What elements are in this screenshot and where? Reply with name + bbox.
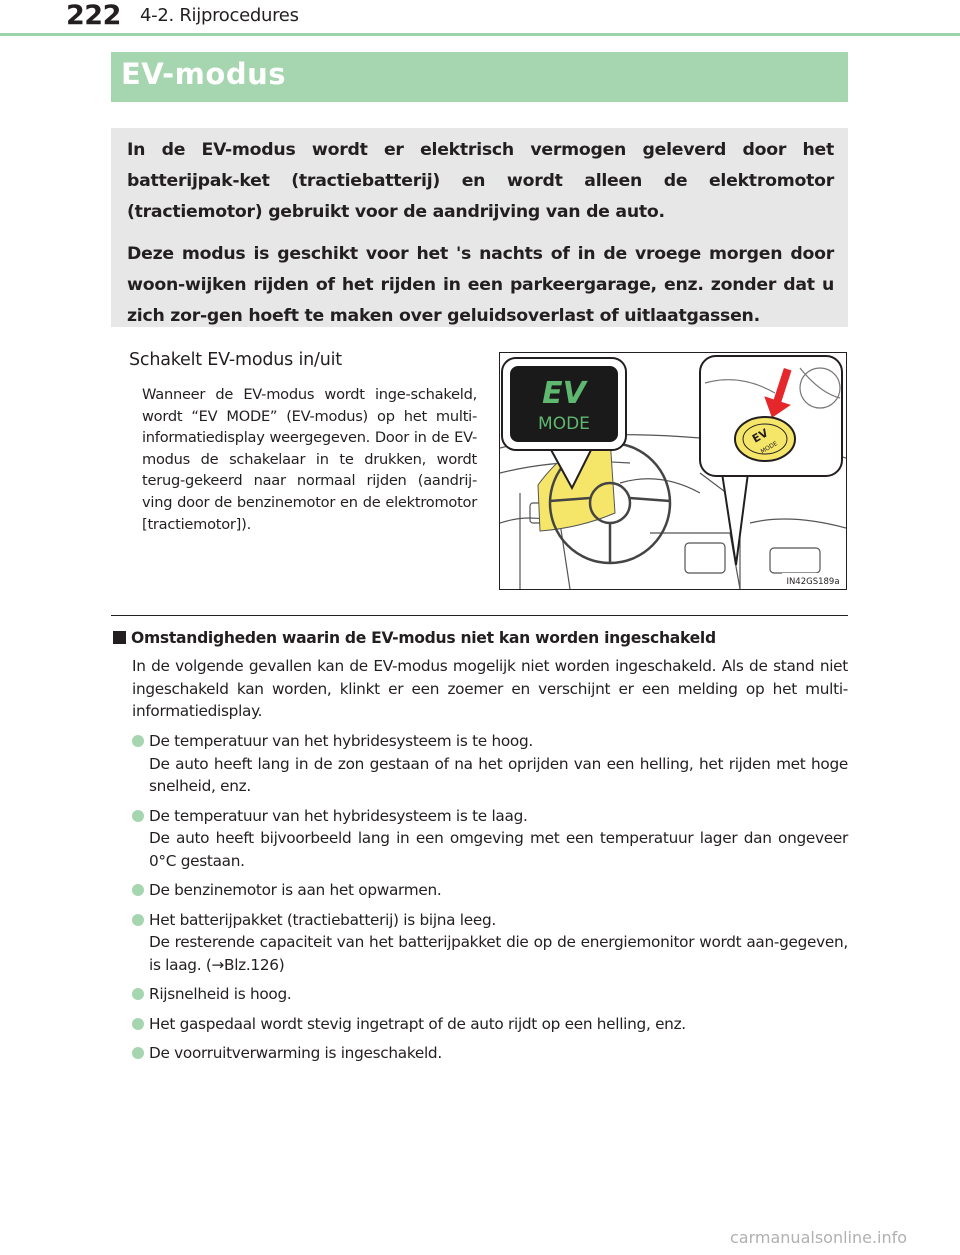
bullet-main: Rijsnelheid is hoog. xyxy=(149,985,292,1003)
conditions-title-text: Omstandigheden waarin de EV-modus niet kan worden ingeschakeld xyxy=(131,629,716,647)
square-bullet-icon xyxy=(113,631,126,644)
bullet-main: De benzinemotor is aan het opwarmen. xyxy=(149,881,442,899)
conditions-title xyxy=(113,629,716,647)
circle-bullet-icon xyxy=(132,810,144,822)
switch-heading: Schakelt EV-modus in/uit xyxy=(129,350,342,370)
list-item xyxy=(132,805,848,873)
circle-bullet-icon xyxy=(132,735,144,747)
list-item xyxy=(132,879,848,902)
circle-bullet-icon xyxy=(132,1047,144,1059)
bullet-detail: De auto heeft lang in de zon gestaan of na het oprijden van een helling, het rijden met hoge snelheid, enz. xyxy=(149,754,848,795)
list-item xyxy=(132,909,848,977)
watermark: carmanualsonline.info xyxy=(730,1228,908,1247)
display-ev-text: EV xyxy=(542,376,586,411)
page-title: EV-modus xyxy=(121,57,286,91)
section-header: 4-2. Rijprocedures xyxy=(140,5,299,26)
circle-bullet-icon xyxy=(132,1018,144,1030)
bullet-detail: De resterende capaciteit van het batterijpakket die op de energiemonitor wordt aan-gegeven, is laag. (→Blz.126) xyxy=(149,933,848,974)
page-number: 222 xyxy=(66,0,121,31)
ev-mode-button xyxy=(735,417,795,461)
bullet-detail: De auto heeft bijvoorbeeld lang in een omgeving met een temperatuur lager dan ongeveer 0°C gestaan. xyxy=(149,829,848,870)
list-item xyxy=(132,730,848,798)
intro-paragraph-2: Deze modus is geschikt voor het 's nachts of in de vroege morgen door woon-wijken rijden of het rijden in een parkeergarage, enz. zonder dat u zich zor-gen hoeft te maken over geluidsoverlast of uitlaatgassen. xyxy=(127,244,834,326)
illustration-code: IN42GS189a xyxy=(786,577,840,587)
circle-bullet-icon xyxy=(132,988,144,1000)
button-mode-text: MODE xyxy=(759,440,779,456)
section-divider xyxy=(111,615,848,616)
bullet-main: De temperatuur van het hybridesysteem is te hoog. xyxy=(149,732,533,750)
conditions-intro: In de volgende gevallen kan de EV-modus mogelijk niet worden ingeschakeld. Als de stand niet ingeschakeld kan worden, klinkt er een zoemer en verschijnt er een melding op het multi-informatiedisplay. xyxy=(132,657,848,720)
button-ev-text: EV xyxy=(750,426,771,446)
circle-bullet-icon xyxy=(132,914,144,926)
list-item xyxy=(132,983,848,1006)
bullet-main: De voorruitverwarming is ingeschakeld. xyxy=(149,1044,442,1062)
display-mode-text: MODE xyxy=(538,414,590,434)
conditions-list xyxy=(132,730,848,1072)
switch-description: Wanneer de EV-modus wordt inge-schakeld, wordt “EV MODE” (EV-modus) op het multi-informatiedisplay weergegeven. Door in de EV-modus de schakelaar in te drukken, wordt terug-gekeerd naar normaal rijden (aandrij-ving door de benzinemotor en de elektromotor [tractiemotor]). xyxy=(142,386,477,533)
bullet-main: Het batterijpakket (tractiebatterij) is bijna leeg. xyxy=(149,910,496,929)
header-rule xyxy=(0,33,960,36)
intro-paragraph-1: In de EV-modus wordt er elektrisch vermogen geleverd door het batterijpak-ket (tractiebatterij) en wordt alleen de elektromotor (tractiemotor) gebruikt voor de aandrijving van de auto. xyxy=(127,140,834,222)
ev-mode-illustration xyxy=(499,352,847,590)
bullet-main: Het gaspedaal wordt stevig ingetrapt of de auto rijdt op een helling, enz. xyxy=(149,1014,686,1033)
bullet-main: De temperatuur van het hybridesysteem is te laag. xyxy=(149,806,528,825)
list-item xyxy=(132,1013,848,1036)
intro-box xyxy=(111,128,848,327)
circle-bullet-icon xyxy=(132,884,144,896)
list-item xyxy=(132,1042,848,1065)
title-bar xyxy=(111,52,848,102)
